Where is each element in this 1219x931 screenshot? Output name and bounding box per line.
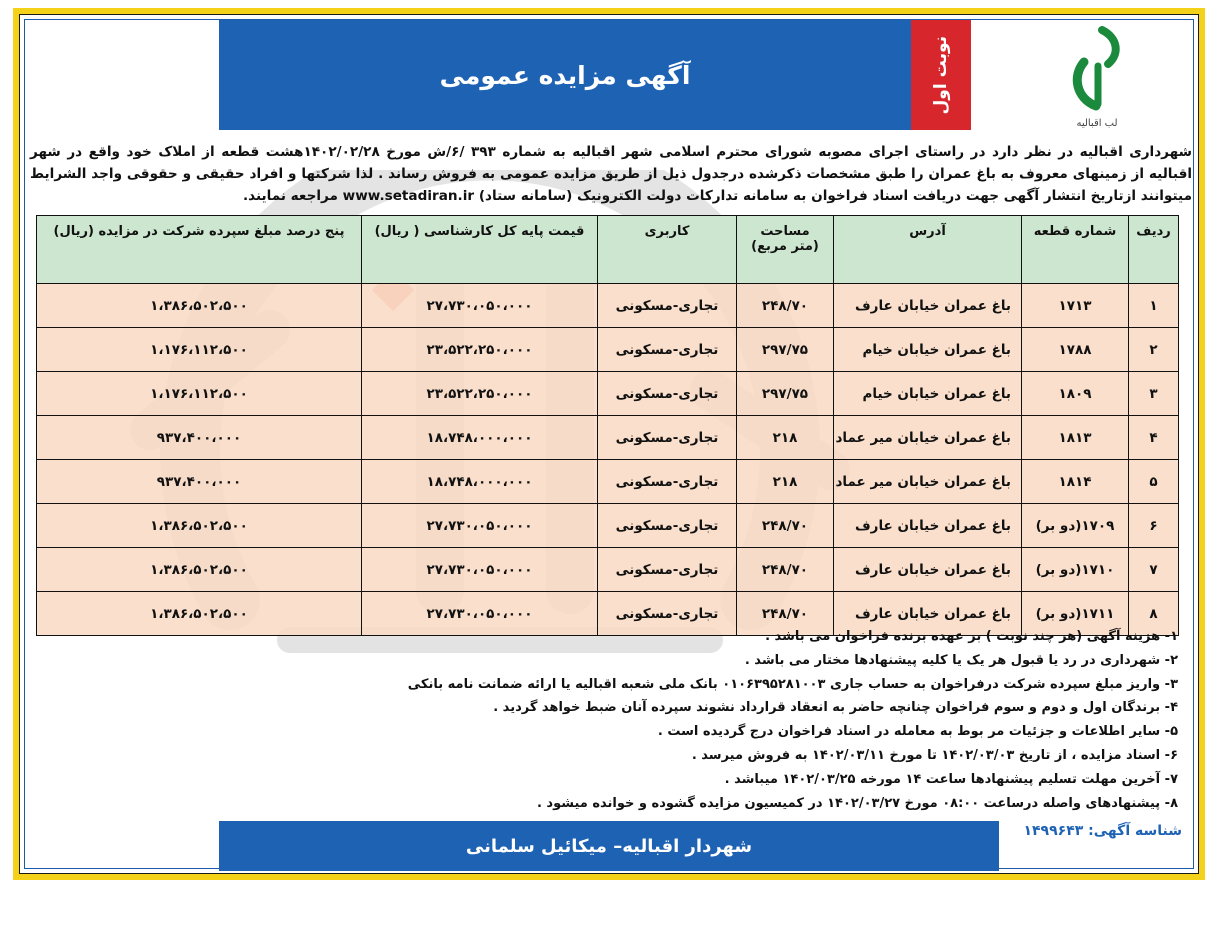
cell-area: ۲۴۸/۷۰ [737, 284, 834, 328]
header-area-unit: (متر مربع) [751, 239, 819, 254]
cell-deposit: ۱،۳۸۶،۵۰۲،۵۰۰ [37, 548, 362, 592]
cell-address: باغ عمران خیابان عارف [834, 284, 1022, 328]
cell-base-price: ۲۷،۷۳۰،۰۵۰،۰۰۰ [362, 504, 598, 548]
cell-plot-number: ۱۷۱۳ [1022, 284, 1129, 328]
table-row [37, 328, 1179, 372]
cell-usage: تجاری-مسکونی [598, 460, 737, 504]
header-base-price: قیمت پایه کل کارشناسی ( ریال) [362, 216, 598, 284]
cell-area: ۲۹۷/۷۵ [737, 372, 834, 416]
cell-row-number: ۳ [1129, 372, 1179, 416]
note-item: ۲- شهرداری در رد یا قبول هر یک یا کلیه پیشنهادها مختار می باشد . [744, 652, 1178, 668]
cell-plot-number: ۱۷۰۹(دو بر) [1022, 504, 1129, 548]
cell-area: ۲۴۸/۷۰ [737, 504, 834, 548]
cell-row-number: ۲ [1129, 328, 1179, 372]
cell-base-price: ۲۷،۷۳۰،۰۵۰،۰۰۰ [362, 284, 598, 328]
cell-row-number: ۷ [1129, 548, 1179, 592]
cell-address: باغ عمران خیابان میر عماد [834, 460, 1022, 504]
page-title: آگهی مزایده عمومی [439, 60, 691, 90]
signature-banner [219, 821, 999, 871]
municipality-logo-icon [1062, 24, 1132, 132]
cell-row-number: ۵ [1129, 460, 1179, 504]
table-row [37, 372, 1179, 416]
auction-table [36, 215, 1179, 636]
cell-area: ۲۴۸/۷۰ [737, 548, 834, 592]
cell-plot-number: ۱۸۱۳ [1022, 416, 1129, 460]
header-address: آدرس [834, 216, 1022, 284]
header-plot-number: شماره قطعه [1022, 216, 1129, 284]
cell-address: باغ عمران خیابان خیام [834, 372, 1022, 416]
cell-row-number: ۴ [1129, 416, 1179, 460]
table-row [37, 504, 1179, 548]
note-item: ۶- اسناد مزایده ، از تاریخ ۱۴۰۲/۰۳/۰۳ تا مورخ ۱۴۰۲/۰۳/۱۱ به فروش میرسد . [691, 747, 1178, 763]
cell-usage: تجاری-مسکونی [598, 416, 737, 460]
intro-line-1: شهرداری اقبالیه در نظر دارد در راستای اجرای مصوبه شورای محترم اسلامی شهر اقبالیه به شماره ۳۹۳ /۶/ش مورخ ۱۴۰۲/۰۲/۲۸هشت قطعه از املاک خود واقع در شهر اقبالیه از زمینهای [30, 144, 1193, 182]
table-header-row [37, 216, 1179, 284]
ad-id-label: شناسه آگهی: [1088, 823, 1182, 839]
cell-usage: تجاری-مسکونی [598, 372, 737, 416]
cell-base-price: ۲۷،۷۳۰،۰۵۰،۰۰۰ [362, 592, 598, 636]
table-row [37, 548, 1179, 592]
signature-text: شهردار اقبالیه– میکائیل سلمانی [465, 835, 753, 857]
cell-usage: تجاری-مسکونی [598, 504, 737, 548]
table-row [37, 284, 1179, 328]
cell-deposit: ۹۳۷،۴۰۰،۰۰۰ [37, 460, 362, 504]
cell-deposit: ۱،۳۸۶،۵۰۲،۵۰۰ [37, 504, 362, 548]
cell-area: ۲۴۸/۷۰ [737, 592, 834, 636]
cell-plot-number: ۱۷۸۸ [1022, 328, 1129, 372]
ad-id [1023, 823, 1182, 839]
cell-base-price: ۲۳،۵۲۲،۲۵۰،۰۰۰ [362, 328, 598, 372]
header-area-label: مساحت [760, 224, 810, 239]
cell-area: ۲۹۷/۷۵ [737, 328, 834, 372]
cell-plot-number: ۱۸۱۴ [1022, 460, 1129, 504]
cell-address: باغ عمران خیابان خیام [834, 328, 1022, 372]
cell-address: باغ عمران خیابان عارف [834, 548, 1022, 592]
cell-deposit: ۱،۳۸۶،۵۰۲،۵۰۰ [37, 284, 362, 328]
note-item: ۴- برندگان اول و دوم و سوم فراخوان چنانچه حاضر به انعقاد قرارداد نشوند سپرده آنان ضبط خواهد گردید . [493, 700, 1178, 716]
cell-area: ۲۱۸ [737, 460, 834, 504]
intro-line-3: دریافت اسناد فراخوان به سامانه تدارکات دولت الکترونیک (سامانه ستاد) www.setadiran.ir مراجعه نمایند. [242, 188, 962, 204]
cell-base-price: ۲۷،۷۳۰،۰۵۰،۰۰۰ [362, 548, 598, 592]
ad-id-value: ۱۴۹۹۶۴۳ [1023, 823, 1084, 839]
cell-base-price: ۲۳،۵۲۲،۲۵۰،۰۰۰ [362, 372, 598, 416]
cell-deposit: ۱،۳۸۶،۵۰۲،۵۰۰ [37, 592, 362, 636]
note-item: ۸- پیشنهادهای واصله درساعت ۰۸:۰۰ مورخ ۱۴۰۲/۰۳/۲۷ در کمیسیون مزایده گشوده و خوانده میشود . [536, 795, 1178, 811]
header-row-number: ردیف [1129, 216, 1179, 284]
note-item: ۷- آخرین مهلت تسلیم پیشنهادها ساعت ۱۴ مورخه ۱۴۰۲/۰۳/۲۵ میباشد . [724, 771, 1178, 787]
cell-address: باغ عمران خیابان عارف [834, 592, 1022, 636]
note-item: ۱- هزینه آگهی (هر چند نوبت ) بر عهده برنده فراخوان می باشد . [765, 629, 1178, 644]
cell-row-number: ۶ [1129, 504, 1179, 548]
cell-area: ۲۱۸ [737, 416, 834, 460]
logo-caption: لب اقبالیه [1076, 118, 1118, 129]
title-banner [219, 20, 971, 130]
cell-usage: تجاری-مسکونی [598, 328, 737, 372]
table-row [37, 460, 1179, 504]
cell-usage: تجاری-مسکونی [598, 592, 737, 636]
note-item: ۳- واریز مبلغ سپرده شرکت درفراخوان به حساب جاری ۰۱۰۶۳۹۵۲۸۱۰۰۳ بانک ملی شعبه اقبالیه یا ارائه ضمانت نامه بانکی [407, 676, 1178, 692]
cell-deposit: ۱،۱۷۶،۱۱۲،۵۰۰ [37, 328, 362, 372]
cell-usage: تجاری-مسکونی [598, 548, 737, 592]
cell-base-price: ۱۸،۷۴۸،۰۰۰،۰۰۰ [362, 460, 598, 504]
round-badge-label: نوبت اول [931, 35, 951, 115]
cell-base-price: ۱۸،۷۴۸،۰۰۰،۰۰۰ [362, 416, 598, 460]
intro-line-2: معروف به باغ عمران را طبق مشخصات ذکرشده درجدول ذیل از طریق مزایده عمومی به فروش رساند . لذا شرکتها و افراد حقیقی و حقوقی واجد الشرایط میتوانند ازتاریخ انتشار آگهی جهت [30, 166, 1192, 204]
header-area [737, 216, 834, 284]
cell-plot-number: ۱۸۰۹ [1022, 372, 1129, 416]
notes-list [178, 625, 1178, 815]
cell-row-number: ۱ [1129, 284, 1179, 328]
cell-deposit: ۹۳۷،۴۰۰،۰۰۰ [37, 416, 362, 460]
round-badge [911, 20, 971, 130]
cell-deposit: ۱،۱۷۶،۱۱۲،۵۰۰ [37, 372, 362, 416]
cell-row-number: ۸ [1129, 592, 1179, 636]
cell-plot-number: ۱۷۱۱(دو بر) [1022, 592, 1129, 636]
cell-usage: تجاری-مسکونی [598, 284, 737, 328]
note-item: ۵- سایر اطلاعات و جزئیات مر بوط به معامله در اسناد فراخوان درج گردیده است . [657, 724, 1178, 740]
table-row [37, 416, 1179, 460]
cell-address: باغ عمران خیابان میر عماد [834, 416, 1022, 460]
intro-paragraph [30, 141, 1192, 207]
cell-address: باغ عمران خیابان عارف [834, 504, 1022, 548]
header-usage: کاربری [598, 216, 737, 284]
cell-plot-number: ۱۷۱۰(دو بر) [1022, 548, 1129, 592]
header-deposit: پنج درصد مبلغ سپرده شرکت در مزایده (ریال) [37, 216, 362, 284]
